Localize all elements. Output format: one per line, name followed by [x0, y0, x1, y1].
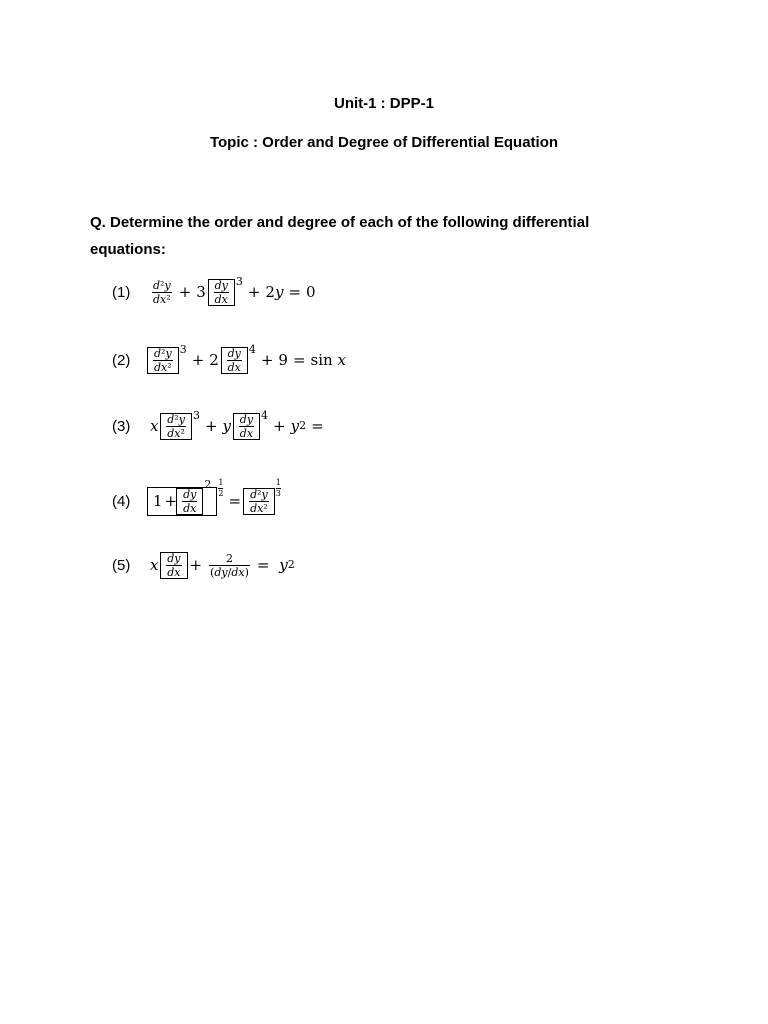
equation-label: (2) — [112, 351, 131, 369]
equation-4 — [112, 476, 281, 526]
equation-label: (1) — [112, 283, 131, 301]
equation-label: (3) — [112, 417, 131, 435]
equation-math: $\frac{\text{d²y}}{\text{dx²}}$ + 3 $\frac{dy}{dx}$ 3 + 2 y = 0 — [153, 274, 316, 306]
equation-3 — [112, 401, 329, 451]
equation-1 — [112, 267, 316, 317]
document-topic: Topic : Order and Degree of Differential Equation — [209, 134, 559, 151]
document-title: Unit-1 : DPP-1 — [333, 95, 434, 112]
equation-2 — [112, 335, 346, 385]
equation-label: (5) — [112, 556, 131, 574]
equation-5 — [112, 540, 295, 590]
equation-math: 1 + $\frac{dy}{dx}$ 2 $\frac{1}{2}$ = $\frac{\text{d²y}}{\text{dx²}}$ $\frac{1}{3}$ — [150, 487, 281, 516]
equation-label: (4) — [112, 492, 131, 510]
equation-math: x $\frac{\text{d²y}}{\text{dx²}}$ 3 + y $\frac{dy}{dx}$ 4 + y 2 = — [150, 408, 324, 440]
equation-math: x $\frac{dy}{dx}$ + $\frac{2}{(dy/dx)}$ = y 2 — [150, 551, 295, 579]
question-text: Q. Determine the order and degree of each of the following differential equations: — [90, 214, 590, 258]
equation-math: $\frac{\text{d²y}}{\text{dx²}}$ 3 + 2 $\frac{dy}{dx}$ 4 + 9 = sin x — [150, 347, 346, 374]
